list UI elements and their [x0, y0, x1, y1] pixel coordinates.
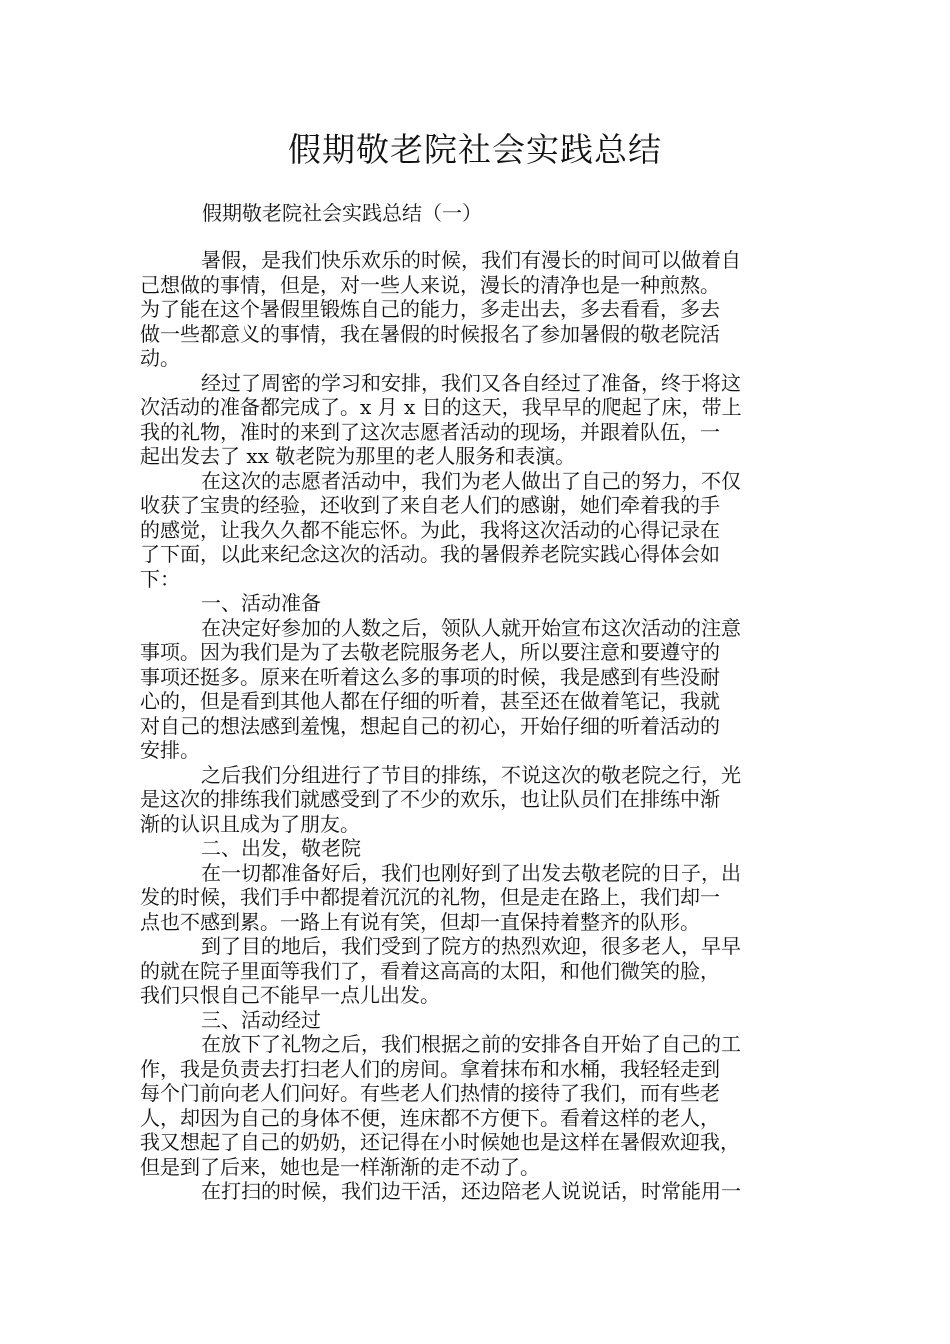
- text-line: 安排。: [140, 738, 200, 762]
- text-line: 为了能在这个暑假里锻炼自己的能力，多走出去，多去看看，多去: [140, 297, 720, 321]
- text-line: 三、活动经过: [201, 1007, 321, 1032]
- text-line: 的就在院子里面等我们了，看着这高高的太阳，和他们微笑的脸，: [140, 958, 720, 983]
- text-line: 己想做的事情，但是，对一些人来说，漫长的清净也是一种煎熬。: [140, 272, 720, 297]
- text-line: 收获了宝贵的经验，还收到了来自老人们的感谢，她们牵着我的手: [140, 493, 720, 517]
- text-line: 但是到了后来，她也是一样渐渐的走不动了。: [140, 1154, 540, 1179]
- text-line: 在打扫的时候，我们边干活，还边陪老人说说话，时常能用一: [201, 1179, 741, 1203]
- text-line: 暑假，是我们快乐欢乐的时候，我们有漫长的时间可以做着自: [201, 248, 741, 272]
- text-line: 了下面，以此来纪念这次的活动。我的暑假养老院实践心得体会如: [140, 542, 720, 566]
- text-line: 每个门前向老人们问好。有些老人们热情的接待了我们，而有些老: [140, 1081, 720, 1105]
- text-line: 一、活动准备: [201, 591, 321, 615]
- text-line: 发的时候，我们手中都提着沉沉的礼物，但是走在路上，我们却一: [140, 885, 720, 909]
- document-subtitle: 假期敬老院社会实践总结（一）: [202, 201, 482, 225]
- text-line: 渐的认识且成为了朋友。: [140, 811, 360, 836]
- text-line: 做一些都意义的事情，我在暑假的时候报名了参加暑假的敬老院活: [140, 321, 720, 346]
- text-line: 次活动的准备都完成了。x 月 x 日的这天，我早早的爬起了床，带上: [140, 395, 742, 419]
- text-line: 之后我们分组进行了节目的排练，不说这次的敬老院之行，光: [201, 762, 741, 787]
- text-line: 在这次的志愿者活动中，我们为老人做出了自己的努力，不仅: [201, 468, 741, 493]
- text-line: 经过了周密的学习和安排，我们又各自经过了准备，终于将这: [201, 370, 741, 395]
- text-line: 在放下了礼物之后，我们根据之前的安排各自开始了自己的工: [201, 1032, 741, 1056]
- text-line: 人，却因为自己的身体不便，连床都不方便下。看着这样的老人，: [140, 1105, 720, 1130]
- text-line: 动。: [140, 346, 180, 370]
- text-line: 在决定好参加的人数之后，领队人就开始宣布这次活动的注意: [201, 615, 741, 640]
- text-line: 对自己的想法感到羞愧，想起自己的初心，开始仔细的听着活动的: [140, 713, 720, 738]
- document-body: [140, 248, 816, 1204]
- text-line: 我又想起了自己的奶奶，还记得在小时候她也是这样在暑假欢迎我，: [140, 1130, 740, 1154]
- text-line: 事项还挺多。原来在听着这么多的事项的时候，我是感到有些没耐: [140, 664, 720, 689]
- text-line: 下：: [140, 566, 180, 591]
- document-title: 假期敬老院社会实践总结: [288, 130, 662, 169]
- text-line: 作，我是负责去打扫老人们的房间。拿着抹布和水桶，我轻轻走到: [140, 1056, 720, 1081]
- text-line: 二、出发，敬老院: [201, 836, 361, 860]
- text-line: 的感觉，让我久久都不能忘怀。为此，我将这次活动的心得记录在: [140, 517, 720, 542]
- text-line: 点也不感到累。一路上有说有笑，但却一直保持着整齐的队形。: [140, 909, 700, 934]
- text-line: 心的，但是看到其他人都在仔细的听着，甚至还在做着笔记，我就: [140, 689, 720, 713]
- text-line: 事项。因为我们是为了去敬老院服务老人，所以要注意和要遵守的: [140, 640, 720, 664]
- text-line: 我的礼物，准时的来到了这次志愿者活动的现场，并跟着队伍，一: [140, 419, 720, 444]
- text-line: 我们只恨自己不能早一点儿出发。: [140, 983, 440, 1007]
- text-line: 到了目的地后，我们受到了院方的热烈欢迎，很多老人，早早: [201, 934, 741, 958]
- text-line: 是这次的排练我们就感受到了不少的欢乐，也让队员们在排练中渐: [140, 787, 720, 811]
- text-line: 起出发去了 xx 敬老院为那里的老人服务和表演。: [140, 444, 576, 468]
- text-line: 在一切都准备好后，我们也刚好到了出发去敬老院的日子，出: [201, 860, 741, 885]
